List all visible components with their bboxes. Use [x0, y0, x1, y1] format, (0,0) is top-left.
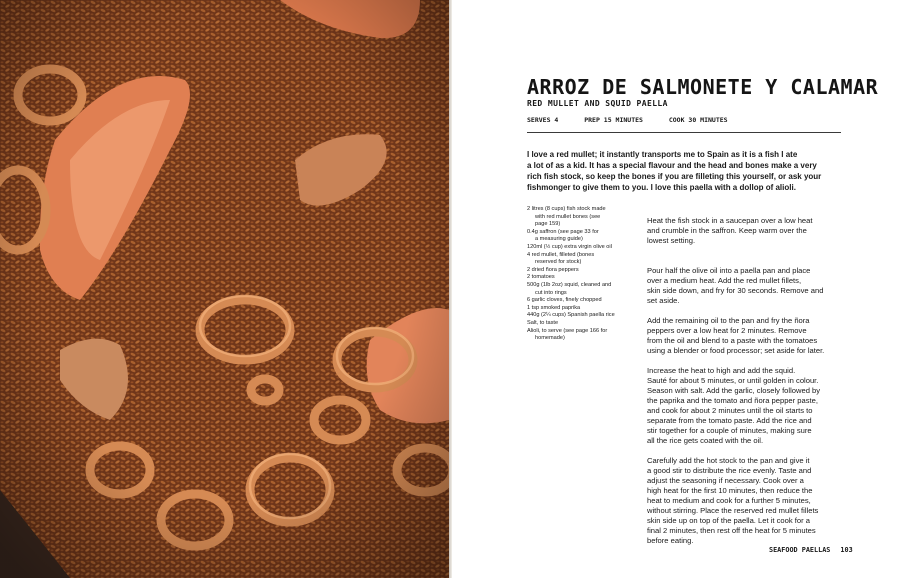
intro-line: a lot of as a kid. It has a special flavour and the head and bones make a very [527, 161, 817, 170]
method-line: Season with salt. Add the garlic, closely followed by [647, 386, 821, 395]
ingredient-line: reserved for stock) [535, 259, 582, 266]
method-line: Pour half the olive oil into a paella pan and place [647, 266, 811, 275]
recipe-subtitle: RED MULLET AND SQUID PAELLA [527, 99, 668, 108]
ingredient-line: with red mullet bones (see [535, 213, 601, 220]
method-line: all the rice gets coated with the oil. [647, 436, 764, 445]
title-divider [527, 132, 841, 133]
method-line: high heat for the first 10 minutes, then reduce the [647, 486, 813, 495]
method-line: set aside. [647, 296, 680, 305]
intro-line: I love a red mullet; it instantly transports me to Spain as it is a fish I ate [527, 150, 798, 159]
ingredient-line: 500g (1lb 2oz) squid, cleaned and [527, 281, 612, 288]
method-line: Add the remaining oil to the pan and fry the ñora [647, 316, 810, 325]
intro-line: fishmonger to give them to you. I love this paella with a dollop of alioli. [527, 183, 796, 192]
ingredient-line: Salt, to taste [527, 319, 559, 326]
method-line: final 2 minutes, then rest off the heat for 5 minutes [647, 526, 816, 535]
method-line: peppers over a low heat for 2 minutes. Remove [647, 326, 807, 335]
ingredient-line: 1 tsp smoked paprika [527, 304, 581, 311]
section-name: SEAFOOD PAELLAS [769, 546, 831, 554]
method-line: skin side down, and fry for 30 seconds. Remove and [647, 286, 824, 295]
method-line: and crumble in the saffron. Keep warm over the [647, 226, 807, 235]
prep-time-label: PREP 15 MINUTES [584, 116, 643, 124]
method-line: over a medium heat. Add the red mullet fillets, [647, 276, 802, 285]
paella-photo [0, 0, 449, 578]
method-line: from the oil and blend to a paste with the tomatoes [647, 336, 818, 345]
ingredient-line: a measuring guide) [535, 236, 583, 243]
recipe-meta [527, 116, 750, 124]
method-line: separate from the tomato paste. Add the rice and [647, 416, 812, 425]
serves-label: SERVES 4 [527, 116, 559, 124]
recipe-title: ARROZ DE SALMONETE Y CALAMAR [527, 75, 879, 99]
method-line: and cook for about 2 minutes until the oil starts to [647, 406, 813, 415]
ingredient-line: 2 tomatoes [527, 274, 555, 281]
method-line: before eating. [647, 536, 694, 545]
method-step-5 [647, 456, 847, 546]
ingredient-line: 0.4g saffron (see page 33 for [527, 228, 599, 235]
method-line: a good stir to distribute the rice evenly. Taste and [647, 466, 812, 475]
recipe-intro [527, 149, 843, 193]
cook-time-label: COOK 30 MINUTES [668, 116, 728, 124]
method-step-3 [647, 316, 847, 356]
method-line: adjust the seasoning if necessary. Cook over a [647, 476, 804, 485]
intro-line: rich fish stock, so keep the bones if you are filleting this yourself, or ask your [527, 172, 822, 181]
method-line: skin side up on top of the paella. Let it cook for a [647, 516, 810, 525]
method-line: Heat the fish stock in a saucepan over a low heat [647, 216, 813, 225]
method-steps [647, 206, 847, 546]
ingredient-line: Alioli, to serve (see page 166 for [527, 327, 608, 334]
ingredient-line: 2 litres (8 cups) fish stock made [527, 206, 606, 212]
page-number: 103 [840, 546, 853, 554]
page-gutter [449, 0, 452, 578]
method-line: the paprika and the tomato and ñora pepper paste, [647, 396, 818, 405]
ingredient-line: 6 garlic cloves, finely chopped [527, 297, 602, 304]
method-line: Carefully add the hot stock to the pan and give it [647, 456, 810, 465]
method-line: stir together for a couple of minutes, making sure [647, 426, 812, 435]
ingredient-line: 2 dried ñora peppers [527, 266, 579, 273]
ingredient-line: 4 red mullet, filleted (bones [527, 251, 595, 258]
ingredient-line: 440g (2¼ cups) Spanish paella rice [527, 312, 615, 319]
method-step-2 [647, 266, 847, 306]
ingredient-line: 120ml (½ cup) extra virgin olive oil [527, 243, 612, 250]
method-line: heat to medium and cook for a further 5 minutes, [647, 496, 811, 505]
method-line: without stirring. Place the reserved red mullet fillets [647, 506, 819, 515]
ingredients-list [527, 206, 637, 343]
ingredient-line: page 159) [535, 221, 561, 228]
ingredient-line: homemade) [535, 335, 565, 342]
method-step-4 [647, 366, 847, 446]
method-line: lowest setting. [647, 236, 696, 245]
method-line: Sauté for about 5 minutes, or until golden in colour. [647, 376, 819, 385]
ingredient-line: cut into rings [535, 289, 567, 296]
method-line: using a blender or food processor; set aside for later. [647, 346, 825, 355]
page-footer [769, 546, 853, 554]
method-line: Increase the heat to high and add the squid. [647, 366, 796, 375]
